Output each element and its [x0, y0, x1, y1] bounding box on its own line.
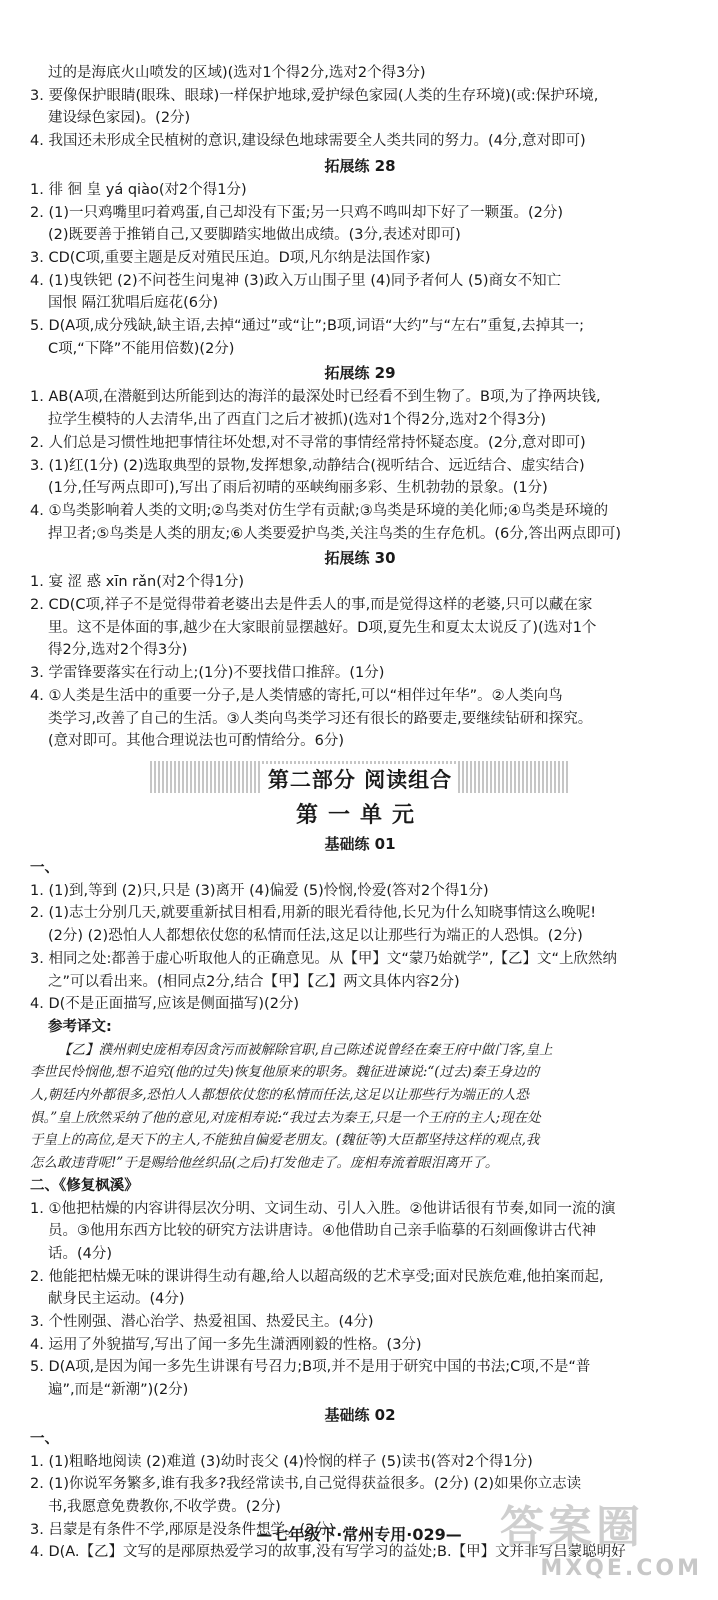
- answer-line: 员。③他用东西方比较的研究方法讲唐诗。④他借助自己亲手临摹的石刻画像讲古代神: [48, 1223, 596, 1240]
- part-title: 第二部分 阅读组合: [262, 764, 458, 794]
- answer-line: 3. 个性刚强、潜心治学、热爱祖国、热爱民主。(4分): [30, 1314, 374, 1331]
- answer-line: (1分,任写两点即可),写出了雨后初晴的巫峡绚丽多彩、生机勃勃的景象。(1分): [48, 480, 548, 497]
- answer-line: 2. 他能把枯燥无味的课讲得生动有趣,给人以超高级的艺术享受;面对民族危难,他拍案而起,: [30, 1268, 604, 1285]
- answer-line: 献身民主运动。(4分): [48, 1291, 185, 1308]
- answer-line: 5. D(A项,是因为闻一多先生讲课有号召力;B项,并不是用于研究中国的书法;C项,不是“普: [30, 1359, 591, 1376]
- watermark-site: MXQE.COM: [540, 1556, 702, 1581]
- translation-line: 【乙】濮州刺史庞相寿因贪污而被解除官职,自己陈述说曾经在秦王府中做门客,皇上: [58, 1041, 553, 1058]
- section-one: 一、: [30, 859, 59, 876]
- watermark: [500, 1500, 710, 1592]
- answers-b01: [30, 880, 690, 1016]
- heading-b02: 基础练 02: [324, 1405, 396, 1424]
- answer-line: 3. 吕蒙是有条件不学,邴原是没条件想学。(2分): [30, 1521, 335, 1538]
- unit-title: 第一单元: [295, 801, 424, 828]
- heading-b01: 基础练 01: [324, 834, 396, 853]
- answer-line: 书,我愿意免费教你,不收学费。(2分): [48, 1498, 281, 1515]
- page-footer: —七年级下·常州专用·029—: [256, 1525, 462, 1544]
- answers-sec2: [30, 1198, 690, 1402]
- answer-line: 1. ①他把枯燥的内容讲得层次分明、文词生动、引人入胜。②他讲话很有节奏,如同一流的演: [30, 1200, 616, 1217]
- answer-line: 2. CD(C项,祥子不是觉得带着老婆出去是件丢人的事,而是觉得这样的老婆,只可以藏在家: [30, 597, 593, 614]
- answer-line: 4. 运用了外貌描写,写出了闻一多先生潇洒刚毅的性格。(3分): [30, 1336, 422, 1353]
- answer-line: 3. 要像保护眼睛(眼珠、眼球)一样保护地球,爱护绿色家园(人类的生存环境)(或:保护环境,: [30, 87, 599, 104]
- answer-line: 3. (1)红(1分) (2)选取典型的景物,发挥想象,动静结合(视听结合、远近结合、虚实结合): [30, 457, 585, 474]
- answers-29: [30, 386, 690, 545]
- answer-line: 2. (1)志士分别几天,就要重新拭目相看,用新的眼光看待他,长兄为什么知晓事情这么晚呢!: [30, 905, 597, 922]
- answer-line: (2)既要善于推销自己,又要脚踏实地做出成绩。(3分,表述对即可): [48, 227, 461, 244]
- answer-line: 1. 徘 徊 皇 yá qiào(对2个得1分): [30, 181, 247, 198]
- heading-30: 拓展练 30: [324, 549, 396, 568]
- answer-line: 3. 学雷锋要落实在行动上;(1分)不要找借口推辞。(1分): [30, 665, 385, 682]
- answers-top: [30, 62, 690, 153]
- answer-line: 4. ①鸟类影响着人类的文明;②鸟类对仿生学有贡献;③鸟类是环境的美化师;④鸟类是环境的: [30, 502, 609, 519]
- answer-line: 1. (1)粗略地阅读 (2)难道 (3)幼时丧父 (4)怜悯的样子 (5)读书(答对2个得1分): [30, 1453, 533, 1470]
- answer-line: 遍”,而是“新潮”)(2分): [48, 1382, 189, 1399]
- answer-line: 4. D(A.【乙】文写的是邴原热爱学习的故事,没有写学习的益处;B.【甲】文并非写吕蒙聪明好: [30, 1544, 626, 1561]
- answer-line: 1. AB(A项,在潜艇到达所能到达的海洋的最深处时已经看不到生物了。B项,为了挣两块钱,: [30, 389, 601, 406]
- answer-line: 拉学生模特的人去清华,出了西直门之后才被抓)(选对1个得2分,选对2个得3分): [48, 412, 547, 429]
- translation-line: 怎么敢违背呢!”于是赐给他丝织品(之后)打发他走了。庞相寿流着眼泪离开了。: [30, 1155, 499, 1172]
- answer-line: 3. 相同之处:都善于虚心听取他人的正确意见。从【甲】文“蒙乃始就学”,【乙】文“上欣然纳: [30, 950, 617, 967]
- answer-line: (意对即可。其他合理说法也可酌情给分。6分): [48, 733, 345, 750]
- ref-label: 参考译文:: [48, 1018, 112, 1035]
- answer-line: 5. D(A项,成分残缺,缺主语,去掉“通过”或“让”;B项,词语“大约”与“左右”重复,去掉其一;: [30, 318, 585, 335]
- translation-line: 李世民怜悯他,想不追究(他的过失)恢复他原来的职务。魏征进谏说:“(过去)秦王身边的: [30, 1064, 540, 1081]
- answer-line: 2. (1)你说军务繁多,谁有我多?我经常读书,自己觉得获益很多。(2分) (2)如果你立志读: [30, 1476, 582, 1493]
- translation-line: 于皇上的高位,是天下的主人,不能独自偏爱老朋友。(魏征等)大臣都坚持这样的观点,我: [30, 1132, 540, 1149]
- answer-page: [30, 62, 690, 1564]
- part-banner: [30, 757, 690, 797]
- translation: [30, 1039, 690, 1175]
- answer-line: 4. 我国还未形成全民植树的意识,建设绿色地球需要全人类共同的努力。(4分,意对即可): [30, 133, 586, 150]
- answer-line: 之”可以看出来。(相同点2分,结合【甲】【乙】两文具体内容2分): [48, 973, 460, 990]
- watermark-logo: 答案圈: [500, 1502, 644, 1553]
- answer-line: 4. (1)曳铁钯 (2)不问苍生问鬼神 (3)政入万山围子里 (4)同予者何人 (5)商女不知亡: [30, 272, 562, 289]
- heading-28: 拓展练 28: [324, 156, 396, 175]
- translation-line: 惧。”皇上欣然采纳了他的意见,对庞相寿说:“我过去为秦王,只是一个王府的主人;现在处: [30, 1109, 541, 1126]
- answer-line: 4. D(不是正面描写,应该是侧面描写)(2分): [30, 996, 300, 1013]
- answer-line: 里。这不是体面的事,越少在大家眼前显摆越好。D项,夏先生和夏太太说反了)(选对1个: [48, 619, 597, 636]
- section-three: 一、: [30, 1430, 59, 1447]
- answers-28: [30, 179, 690, 361]
- answer-line: 话。(4分): [48, 1245, 113, 1262]
- heading-29: 拓展练 29: [324, 364, 396, 383]
- answer-line: 2. 人们总是习惯性地把事情往坏处想,对不寻常的事情经常持怀疑态度。(2分,意对即可): [30, 434, 586, 451]
- answer-line: 过的是海底火山喷发的区域)(选对1个得2分,选对2个得3分): [48, 65, 426, 81]
- answer-line: 3. CD(C项,重要主题是反对殖民压迫。D项,凡尔纳是法国作家): [30, 249, 431, 266]
- answer-line: 4. ①人类是生活中的重要一分子,是人类情感的寄托,可以“相伴过年华”。②人类向鸟: [30, 687, 563, 704]
- translation-line: 人,朝廷内外都很多,恐怕人人都想依仗您的私情而任法,这足以让那些行为端正的人恐: [30, 1087, 529, 1104]
- answer-line: 得2分,选对2个得3分): [48, 642, 188, 659]
- answer-line: 捍卫者;⑤鸟类是人类的朋友;⑥人类要爱护鸟类,关注鸟类的生存危机。(6分,答出两点即可): [48, 525, 622, 542]
- answer-line: 1. (1)到,等到 (2)只,只是 (3)离开 (4)偏爱 (5)怜悯,怜爱(答对2个得1分): [30, 882, 489, 899]
- answer-line: 类学习,改善了自己的生活。③人类向鸟类学习还有很长的路要走,要继续钻研和探究。: [48, 710, 593, 727]
- answer-line: C项,“下降”不能用倍数)(2分): [48, 340, 235, 357]
- answers-30: [30, 571, 690, 753]
- section-two: 二、《修复枫溪》: [30, 1177, 139, 1194]
- answer-line: 1. 宴 涩 惑 xīn rǎn(对2个得1分): [30, 574, 244, 591]
- answer-line: (2分) (2)恐怕人人都想依仗您的私情而任法,这足以让那些行为端正的人恐惧。(2分): [48, 928, 583, 945]
- answer-line: 2. (1)一只鸡嘴里叼着鸡蛋,自己却没有下蛋;另一只鸡不鸣叫却下好了一颗蛋。(2分): [30, 204, 564, 221]
- answer-line: 国恨 隔江犹唱后庭花(6分): [48, 295, 219, 312]
- answer-line: 建设绿色家园)。(2分): [48, 110, 191, 127]
